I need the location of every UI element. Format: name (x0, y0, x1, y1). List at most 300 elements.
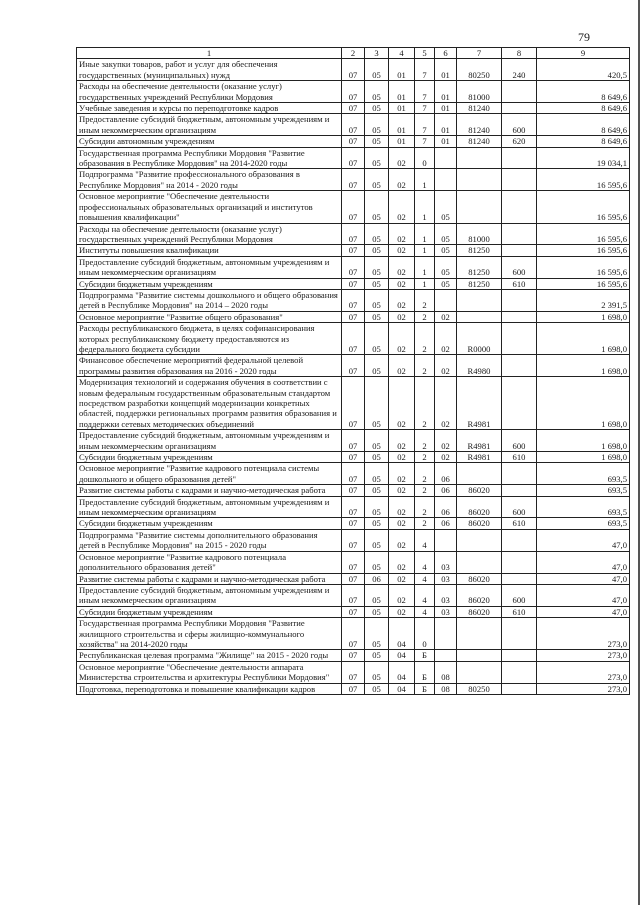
section-code-cell: 07 (342, 529, 365, 551)
expense-type-code-cell: 610 (502, 606, 537, 617)
direction-code-cell (457, 551, 502, 573)
item-name-cell: Расходы на обеспечение деятельности (оказание услуг) государственных учреждений Республики Мордовия (77, 223, 342, 245)
program-code-cell: 02 (389, 452, 415, 463)
activity-code-cell: 05 (435, 256, 457, 278)
program-code-cell: 02 (389, 289, 415, 311)
activity-code-cell (435, 169, 457, 191)
table-row (77, 463, 630, 485)
subsection-code-cell: 05 (365, 683, 389, 694)
subprogram-code-cell: 2 (415, 377, 435, 430)
subsection-code-cell: 05 (365, 223, 389, 245)
subsection-code-cell: 05 (365, 103, 389, 114)
activity-code-cell: 01 (435, 114, 457, 136)
amount-cell: 47,0 (537, 606, 630, 617)
expense-type-code-cell: 600 (502, 496, 537, 518)
section-code-cell: 07 (342, 103, 365, 114)
section-code-cell: 07 (342, 245, 365, 256)
direction-code-cell (457, 661, 502, 683)
direction-code-cell (457, 147, 502, 169)
table-row (77, 377, 630, 430)
subprogram-code-cell: 1 (415, 191, 435, 223)
item-name-cell: Предоставление субсидий бюджетным, автономным учреждениям и иным некоммерческим организациям (77, 584, 342, 606)
section-code-cell: 07 (342, 573, 365, 584)
expense-type-code-cell: 610 (502, 452, 537, 463)
section-code-cell: 07 (342, 256, 365, 278)
activity-code-cell: 05 (435, 191, 457, 223)
subprogram-code-cell: 1 (415, 223, 435, 245)
section-code-cell: 07 (342, 518, 365, 529)
subprogram-code-cell: 0 (415, 618, 435, 650)
subprogram-code-cell: 2 (415, 496, 435, 518)
amount-cell: 2 391,5 (537, 289, 630, 311)
program-code-cell: 01 (389, 81, 415, 103)
item-name-cell: Подпрограмма "Развитие системы дополнительного образования детей в Республике Мордовия" на 2015 - 2020 годы (77, 529, 342, 551)
subsection-code-cell: 05 (365, 59, 389, 81)
section-code-cell: 07 (342, 377, 365, 430)
section-code-cell: 07 (342, 683, 365, 694)
column-header: 4 (389, 48, 415, 59)
expense-type-code-cell (502, 485, 537, 496)
amount-cell: 273,0 (537, 661, 630, 683)
column-header: 7 (457, 48, 502, 59)
program-code-cell: 02 (389, 430, 415, 452)
item-name-cell: Основное мероприятие "Развитие кадрового потенциала дополнительного образования детей" (77, 551, 342, 573)
subprogram-code-cell: 2 (415, 289, 435, 311)
expense-type-code-cell (502, 650, 537, 661)
program-code-cell: 04 (389, 618, 415, 650)
item-name-cell: Развитие системы работы с кадрами и научно-методическая работа (77, 485, 342, 496)
table-header (77, 48, 630, 59)
table-row (77, 529, 630, 551)
subsection-code-cell: 05 (365, 485, 389, 496)
item-name-cell: Модернизация технологий и содержания обучения в соответствии с новым федеральным государственным образовательным стандартом посредством разработки концепций модернизации конкретных областей, поддержки региональных программ развития образования и поддержки сетевых методических объединений (77, 377, 342, 430)
amount-cell: 1 698,0 (537, 377, 630, 430)
table-row (77, 573, 630, 584)
subsection-code-cell: 05 (365, 355, 389, 377)
table-row (77, 223, 630, 245)
subsection-code-cell: 05 (365, 311, 389, 322)
table-row (77, 103, 630, 114)
item-name-cell: Развитие системы работы с кадрами и научно-методическая работа (77, 573, 342, 584)
item-name-cell: Государственная программа Республики Мордовия "Развитие образования в Республике Мордовия" на 2014-2020 годы (77, 147, 342, 169)
subprogram-code-cell: 7 (415, 103, 435, 114)
table-row (77, 650, 630, 661)
amount-cell: 8 649,6 (537, 136, 630, 147)
direction-code-cell: 81250 (457, 245, 502, 256)
program-code-cell: 02 (389, 191, 415, 223)
program-code-cell: 02 (389, 463, 415, 485)
table-row (77, 147, 630, 169)
expense-type-code-cell (502, 573, 537, 584)
subsection-code-cell: 05 (365, 136, 389, 147)
subprogram-code-cell: 2 (415, 355, 435, 377)
subsection-code-cell: 05 (365, 114, 389, 136)
table-row (77, 518, 630, 529)
expense-type-code-cell (502, 223, 537, 245)
program-code-cell: 01 (389, 136, 415, 147)
program-code-cell: 01 (389, 59, 415, 81)
section-code-cell: 07 (342, 661, 365, 683)
item-name-cell: Основное мероприятие "Развитие общего образования" (77, 311, 342, 322)
activity-code-cell: 01 (435, 59, 457, 81)
section-code-cell: 07 (342, 452, 365, 463)
expense-type-code-cell (502, 683, 537, 694)
section-code-cell: 07 (342, 311, 365, 322)
item-name-cell: Расходы республиканского бюджета, в целях софинансирования которых республиканскому бюджету предоставляются из федерального бюджета субсидии (77, 323, 342, 355)
activity-code-cell: 03 (435, 573, 457, 584)
subsection-code-cell: 05 (365, 245, 389, 256)
subsection-code-cell: 05 (365, 430, 389, 452)
subprogram-code-cell: Б (415, 650, 435, 661)
expense-type-code-cell (502, 618, 537, 650)
item-name-cell: Учебные заведения и курсы по переподготовке кадров (77, 103, 342, 114)
activity-code-cell: 06 (435, 496, 457, 518)
item-name-cell: Расходы на обеспечение деятельности (оказание услуг) государственных учреждений Республики Мордовия (77, 81, 342, 103)
subsection-code-cell: 05 (365, 529, 389, 551)
section-code-cell: 07 (342, 114, 365, 136)
subsection-code-cell: 05 (365, 278, 389, 289)
section-code-cell: 07 (342, 81, 365, 103)
activity-code-cell (435, 650, 457, 661)
direction-code-cell: 80250 (457, 59, 502, 81)
subprogram-code-cell: 1 (415, 278, 435, 289)
table-row (77, 606, 630, 617)
table-row (77, 59, 630, 81)
subprogram-code-cell: 7 (415, 59, 435, 81)
subprogram-code-cell: 4 (415, 573, 435, 584)
subsection-code-cell: 05 (365, 650, 389, 661)
table-row (77, 191, 630, 223)
column-header: 2 (342, 48, 365, 59)
activity-code-cell: 03 (435, 584, 457, 606)
subprogram-code-cell: 2 (415, 463, 435, 485)
expense-type-code-cell (502, 355, 537, 377)
activity-code-cell (435, 289, 457, 311)
item-name-cell: Предоставление субсидий бюджетным, автономным учреждениям и иным некоммерческим организациям (77, 114, 342, 136)
activity-code-cell: 05 (435, 223, 457, 245)
section-code-cell: 07 (342, 485, 365, 496)
table-row (77, 452, 630, 463)
activity-code-cell: 06 (435, 485, 457, 496)
item-name-cell: Иные закупки товаров, работ и услуг для обеспечения государственных (муниципальных) нужд (77, 59, 342, 81)
section-code-cell: 07 (342, 278, 365, 289)
amount-cell: 47,0 (537, 573, 630, 584)
amount-cell: 47,0 (537, 584, 630, 606)
direction-code-cell: 86020 (457, 496, 502, 518)
expense-type-code-cell (502, 463, 537, 485)
direction-code-cell (457, 289, 502, 311)
column-header: 9 (537, 48, 630, 59)
table-row (77, 169, 630, 191)
item-name-cell: Предоставление субсидий бюджетным, автономным учреждениям и иным некоммерческим организациям (77, 496, 342, 518)
subprogram-code-cell: 0 (415, 147, 435, 169)
subsection-code-cell: 05 (365, 496, 389, 518)
direction-code-cell (457, 618, 502, 650)
amount-cell: 16 595,6 (537, 223, 630, 245)
table-row (77, 496, 630, 518)
subsection-code-cell: 05 (365, 377, 389, 430)
amount-cell: 420,5 (537, 59, 630, 81)
item-name-cell: Республиканская целевая программа "Жилище" на 2015 - 2020 годы (77, 650, 342, 661)
table-row (77, 289, 630, 311)
program-code-cell: 02 (389, 355, 415, 377)
direction-code-cell: R4981 (457, 377, 502, 430)
subsection-code-cell: 05 (365, 289, 389, 311)
item-name-cell: Финансовое обеспечение мероприятий федеральной целевой программы развития образования на 2016 - 2020 годы (77, 355, 342, 377)
expense-type-code-cell (502, 147, 537, 169)
program-code-cell: 02 (389, 518, 415, 529)
amount-cell: 693,5 (537, 463, 630, 485)
program-code-cell: 04 (389, 661, 415, 683)
subprogram-code-cell: 4 (415, 529, 435, 551)
activity-code-cell: 05 (435, 278, 457, 289)
direction-code-cell: 80250 (457, 683, 502, 694)
item-name-cell: Государственная программа Республики Мордовия "Развитие жилищного строительства и сферы жилищно-коммунального хозяйства" на 2014-2020 годы (77, 618, 342, 650)
item-name-cell: Основное мероприятие "Обеспечение деятельности аппарата Министерства строительства и архитектуры Республики Мордовия" (77, 661, 342, 683)
item-name-cell: Основное мероприятие "Развитие кадрового потенциала системы дошкольного и общего образования детей" (77, 463, 342, 485)
expense-type-code-cell (502, 323, 537, 355)
activity-code-cell: 02 (435, 430, 457, 452)
expense-type-code-cell (502, 81, 537, 103)
item-name-cell: Основное мероприятие "Обеспечение деятельности профессиональных образовательных организаций и институтов повышения квалификации" (77, 191, 342, 223)
table-row (77, 683, 630, 694)
expense-type-code-cell: 600 (502, 114, 537, 136)
subprogram-code-cell: 7 (415, 114, 435, 136)
direction-code-cell: 86020 (457, 485, 502, 496)
subsection-code-cell: 05 (365, 256, 389, 278)
table-row (77, 661, 630, 683)
item-name-cell: Подпрограмма "Развитие системы дошкольного и общего образования детей в Республике Мордовия" на 2014 – 2020 годы (77, 289, 342, 311)
section-code-cell: 07 (342, 463, 365, 485)
direction-code-cell: 86020 (457, 606, 502, 617)
direction-code-cell: 86020 (457, 518, 502, 529)
section-code-cell: 07 (342, 59, 365, 81)
subsection-code-cell: 05 (365, 584, 389, 606)
subsection-code-cell: 05 (365, 661, 389, 683)
section-code-cell: 07 (342, 289, 365, 311)
subsection-code-cell: 05 (365, 81, 389, 103)
activity-code-cell: 08 (435, 683, 457, 694)
subsection-code-cell: 05 (365, 463, 389, 485)
expense-type-code-cell: 240 (502, 59, 537, 81)
program-code-cell: 02 (389, 606, 415, 617)
activity-code-cell: 02 (435, 377, 457, 430)
direction-code-cell: 86020 (457, 573, 502, 584)
subprogram-code-cell: 2 (415, 323, 435, 355)
activity-code-cell: 03 (435, 551, 457, 573)
expense-type-code-cell (502, 245, 537, 256)
program-code-cell: 02 (389, 245, 415, 256)
direction-code-cell: 81250 (457, 278, 502, 289)
expense-type-code-cell: 600 (502, 584, 537, 606)
subsection-code-cell: 05 (365, 191, 389, 223)
section-code-cell: 07 (342, 191, 365, 223)
table-row (77, 278, 630, 289)
program-code-cell: 02 (389, 256, 415, 278)
program-code-cell: 01 (389, 103, 415, 114)
table-row (77, 584, 630, 606)
column-header: 1 (77, 48, 342, 59)
activity-code-cell: 02 (435, 452, 457, 463)
amount-cell: 1 698,0 (537, 323, 630, 355)
item-name-cell: Субсидии автономным учреждениям (77, 136, 342, 147)
program-code-cell: 02 (389, 377, 415, 430)
subprogram-code-cell: 2 (415, 518, 435, 529)
program-code-cell: 04 (389, 650, 415, 661)
table-row (77, 430, 630, 452)
subsection-code-cell: 05 (365, 606, 389, 617)
amount-cell: 1 698,0 (537, 311, 630, 322)
subprogram-code-cell: 4 (415, 551, 435, 573)
amount-cell: 16 595,6 (537, 191, 630, 223)
activity-code-cell (435, 147, 457, 169)
expense-type-code-cell: 600 (502, 430, 537, 452)
expense-type-code-cell (502, 377, 537, 430)
expense-type-code-cell (502, 289, 537, 311)
amount-cell: 47,0 (537, 551, 630, 573)
table-row (77, 485, 630, 496)
activity-code-cell: 06 (435, 518, 457, 529)
amount-cell: 16 595,6 (537, 169, 630, 191)
section-code-cell: 07 (342, 618, 365, 650)
activity-code-cell: 02 (435, 355, 457, 377)
expense-type-code-cell (502, 529, 537, 551)
direction-code-cell (457, 169, 502, 191)
amount-cell: 273,0 (537, 618, 630, 650)
subsection-code-cell: 05 (365, 147, 389, 169)
amount-cell: 1 698,0 (537, 355, 630, 377)
program-code-cell: 02 (389, 573, 415, 584)
expense-type-code-cell: 610 (502, 518, 537, 529)
amount-cell: 693,5 (537, 485, 630, 496)
table-row (77, 618, 630, 650)
section-code-cell: 07 (342, 650, 365, 661)
item-name-cell: Подготовка, переподготовка и повышение квалификации кадров (77, 683, 342, 694)
column-header: 8 (502, 48, 537, 59)
section-code-cell: 07 (342, 223, 365, 245)
activity-code-cell: 01 (435, 136, 457, 147)
table-row (77, 311, 630, 322)
amount-cell: 693,5 (537, 496, 630, 518)
subsection-code-cell: 05 (365, 323, 389, 355)
section-code-cell: 07 (342, 136, 365, 147)
program-code-cell: 04 (389, 683, 415, 694)
table-row (77, 245, 630, 256)
subprogram-code-cell: 1 (415, 245, 435, 256)
amount-cell: 693,5 (537, 518, 630, 529)
direction-code-cell: 86020 (457, 584, 502, 606)
amount-cell: 8 649,6 (537, 114, 630, 136)
section-code-cell: 07 (342, 147, 365, 169)
activity-code-cell: 02 (435, 311, 457, 322)
section-code-cell: 07 (342, 355, 365, 377)
subprogram-code-cell: 7 (415, 136, 435, 147)
program-code-cell: 02 (389, 223, 415, 245)
direction-code-cell (457, 191, 502, 223)
amount-cell: 19 034,1 (537, 147, 630, 169)
column-header: 6 (435, 48, 457, 59)
subprogram-code-cell: 2 (415, 311, 435, 322)
subprogram-code-cell: 2 (415, 452, 435, 463)
direction-code-cell: 81240 (457, 103, 502, 114)
activity-code-cell (435, 618, 457, 650)
amount-cell: 16 595,6 (537, 256, 630, 278)
activity-code-cell: 02 (435, 323, 457, 355)
activity-code-cell: 01 (435, 81, 457, 103)
activity-code-cell: 05 (435, 245, 457, 256)
expense-type-code-cell (502, 661, 537, 683)
table-row (77, 81, 630, 103)
program-code-cell: 02 (389, 496, 415, 518)
direction-code-cell: 81240 (457, 136, 502, 147)
program-code-cell: 01 (389, 114, 415, 136)
direction-code-cell (457, 311, 502, 322)
subsection-code-cell: 05 (365, 618, 389, 650)
table-row (77, 323, 630, 355)
page-number: 79 (578, 30, 590, 44)
expense-type-code-cell (502, 169, 537, 191)
item-name-cell: Субсидии бюджетным учреждениям (77, 452, 342, 463)
table-row (77, 551, 630, 573)
program-code-cell: 02 (389, 529, 415, 551)
subprogram-code-cell: 2 (415, 485, 435, 496)
subprogram-code-cell: 4 (415, 584, 435, 606)
table-row (77, 355, 630, 377)
section-code-cell: 07 (342, 323, 365, 355)
section-code-cell: 07 (342, 584, 365, 606)
subsection-code-cell: 06 (365, 573, 389, 584)
amount-cell: 1 698,0 (537, 430, 630, 452)
program-code-cell: 02 (389, 147, 415, 169)
program-code-cell: 02 (389, 278, 415, 289)
activity-code-cell: 06 (435, 463, 457, 485)
subprogram-code-cell: Б (415, 661, 435, 683)
section-code-cell: 07 (342, 169, 365, 191)
table-row (77, 256, 630, 278)
activity-code-cell (435, 529, 457, 551)
subprogram-code-cell: 1 (415, 169, 435, 191)
table-body (77, 59, 630, 695)
table-row (77, 136, 630, 147)
column-header: 3 (365, 48, 389, 59)
program-code-cell: 02 (389, 485, 415, 496)
section-code-cell: 07 (342, 496, 365, 518)
subsection-code-cell: 05 (365, 551, 389, 573)
subprogram-code-cell: 7 (415, 81, 435, 103)
item-name-cell: Предоставление субсидий бюджетным, автономным учреждениям и иным некоммерческим организациям (77, 256, 342, 278)
subprogram-code-cell: 4 (415, 606, 435, 617)
section-code-cell: 07 (342, 551, 365, 573)
expense-type-code-cell: 600 (502, 256, 537, 278)
item-name-cell: Подпрограмма "Развитие профессионального образования в Республике Мордовия" на 2014 - 2020 годы (77, 169, 342, 191)
expense-type-code-cell (502, 311, 537, 322)
direction-code-cell: R0000 (457, 323, 502, 355)
amount-cell: 16 595,6 (537, 245, 630, 256)
expense-type-code-cell (502, 191, 537, 223)
activity-code-cell: 01 (435, 103, 457, 114)
subsection-code-cell: 05 (365, 518, 389, 529)
subsection-code-cell: 05 (365, 452, 389, 463)
section-code-cell: 07 (342, 606, 365, 617)
budget-table (76, 47, 630, 695)
direction-code-cell (457, 529, 502, 551)
activity-code-cell: 08 (435, 661, 457, 683)
item-name-cell: Субсидии бюджетным учреждениям (77, 606, 342, 617)
program-code-cell: 02 (389, 169, 415, 191)
direction-code-cell (457, 463, 502, 485)
direction-code-cell (457, 650, 502, 661)
expense-type-code-cell: 610 (502, 278, 537, 289)
